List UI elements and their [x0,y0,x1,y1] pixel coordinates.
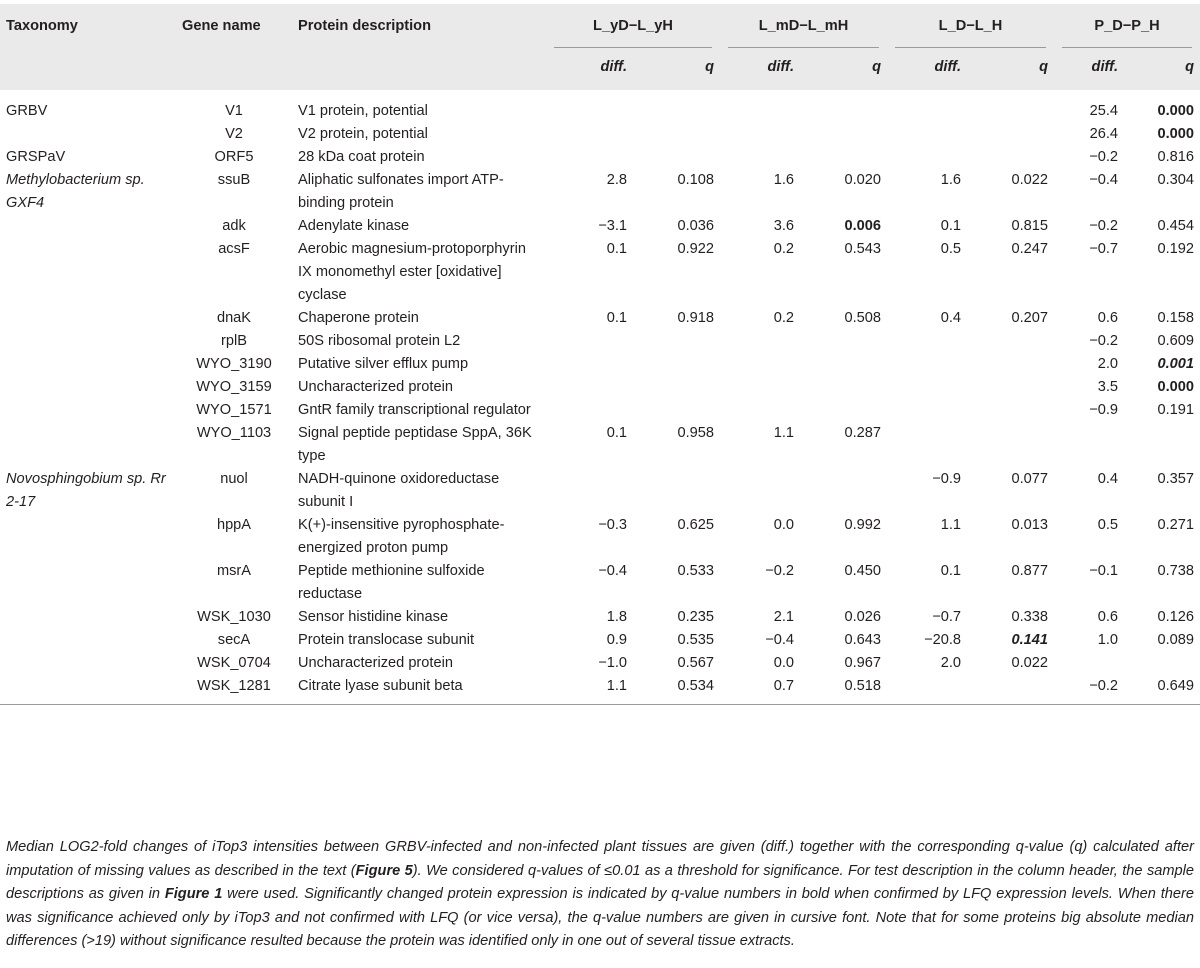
gene-cell: hppA [216,517,252,533]
protein-table [0,4,1200,705]
diff-value-cell: 25.4 [1089,103,1119,119]
q-value-cell [633,90,720,123]
description-cell: Uncharacterized protein [298,379,453,395]
diff-value-cell [720,123,800,146]
q-value-cell: 0.247 [1011,241,1049,257]
group-label: L_D−L_H [938,18,1003,34]
q-value-cell [800,123,887,146]
description-cell: Putative silver efflux pump [298,356,469,372]
group-header-2 [720,4,887,48]
q-value-cell: 0.816 [1157,149,1195,165]
q-value-cell: 0.738 [1157,563,1195,579]
gene-header: Gene name [182,18,261,34]
q-value-cell [633,123,720,146]
q-value-cell: 0.013 [1011,517,1049,533]
diff-value-cell: 2.0 [940,655,961,671]
diff-value-cell: 0.4 [940,310,961,326]
diff-value-cell [720,146,800,169]
diff-value-cell [887,123,967,146]
diff-value-cell [546,399,633,422]
q-value-cell [800,376,887,399]
q-value-cell: 0.141 [1011,632,1049,648]
q-value-cell: 0.567 [677,655,714,671]
diff-value-cell [546,376,633,399]
group-label: L_mD−L_mH [758,18,849,34]
diff-value-cell: 26.4 [1089,126,1119,142]
q-value-cell: 0.625 [677,517,714,533]
taxonomy-cell: Methylobacterium sp. GXF4 [6,172,145,211]
diff-value-cell: 0.5 [940,241,961,257]
description-cell: 50S ribosomal protein L2 [298,333,461,349]
description-cell: Aerobic magnesium-protoporphyrin IX monomethyl ester [oxidative] cyclase [298,241,526,303]
diff-value-cell [546,90,633,123]
q-value-cell: 0.958 [677,425,714,441]
q-value-cell [967,353,1054,376]
diff-header: diff. [1091,59,1119,75]
taxonomy-cell: Novosphingobium sp. Rr 2-17 [6,471,166,510]
diff-value-cell: −0.1 [1089,563,1119,579]
q-header: q [1039,59,1049,75]
q-header: q [872,59,881,75]
gene-cell: msrA [216,563,252,579]
taxonomy-cell [0,514,172,560]
q-value-cell [633,399,720,422]
diff-value-cell [887,330,967,353]
diff-value-cell [720,353,800,376]
table-row [0,123,1200,146]
table-row [0,215,1200,238]
diff-value-cell: 0.5 [1097,517,1119,533]
taxonomy-cell [0,123,172,146]
taxonomy-cell [0,215,172,238]
table-row [0,606,1200,629]
figure-1-ref: Figure 1 [164,886,223,902]
q-value-cell [633,376,720,399]
q-value-cell [967,330,1054,353]
table-row [0,238,1200,307]
description-cell: Aliphatic sulfonates import ATP-binding protein [298,172,504,211]
diff-value-cell: −0.2 [1089,333,1119,349]
q-value-cell: 0.534 [677,678,714,694]
gene-cell: dnaK [216,310,252,326]
q-header: q [1185,59,1195,75]
q-value-cell: 0.304 [1157,172,1195,188]
diff-value-cell: 0.2 [773,241,794,257]
q-value-cell [800,399,887,422]
taxonomy-cell [0,376,172,399]
q-value-cell [967,675,1054,705]
diff-value-cell [720,399,800,422]
figure-5-ref: Figure 5 [355,862,413,879]
taxonomy-cell [0,606,172,629]
description-cell: Adenylate kinase [298,218,410,234]
taxonomy-cell [0,238,172,307]
q-value-cell: 0.454 [1157,218,1195,234]
q-value-cell: 0.287 [844,425,881,441]
q-value-cell: 0.922 [677,241,714,257]
gene-cell: nuol [220,471,248,487]
blank-cell [296,48,546,90]
diff-value-cell: −0.2 [1089,149,1119,165]
blank-cell [172,48,296,90]
diff-value-cell [720,376,800,399]
diff-value-cell [720,90,800,123]
diff-value-cell: −0.9 [1089,402,1119,418]
q-value-cell: 0.158 [1157,310,1195,326]
gene-cell: WSK_1281 [197,678,271,694]
q-value-cell [967,399,1054,422]
table-row [0,629,1200,652]
description-cell: NADH-quinone oxidoreductase subunit I [298,471,500,510]
gene-cell: WYO_3190 [196,356,272,372]
q-value-cell [800,468,887,514]
gene-cell: WSK_1030 [197,609,271,625]
diff-value-cell [887,675,967,705]
diff-value-cell [546,146,633,169]
gene-cell: WYO_1571 [196,402,272,418]
table-row [0,376,1200,399]
q-value-cell [967,376,1054,399]
q-value-cell [633,146,720,169]
description-cell: Chaperone protein [298,310,419,326]
diff-value-cell: 3.6 [773,218,794,234]
q-value-cell: 0.126 [1157,609,1195,625]
diff-value-cell: −20.8 [924,632,961,648]
diff-value-cell: 0.1 [606,241,627,257]
description-cell: Sensor histidine kinase [298,609,449,625]
diff-value-cell: 2.8 [606,172,627,188]
q-value-cell [967,123,1054,146]
q-value-cell [967,146,1054,169]
q-value-cell: 0.533 [677,563,714,579]
diff-value-cell: 3.5 [1097,379,1119,395]
taxonomy-cell [0,422,172,468]
blank-cell [0,48,172,90]
q-value-cell [1124,422,1200,468]
diff-value-cell: 0.6 [1097,609,1119,625]
group-header-4 [1054,4,1200,48]
table-row [0,560,1200,606]
diff-value-cell: 0.1 [606,310,627,326]
taxonomy-cell [0,307,172,330]
diff-value-cell: 2.1 [773,609,794,625]
diff-value-cell: −0.4 [765,632,794,648]
gene-cell: ssuB [217,172,251,188]
q-value-cell [800,330,887,353]
diff-value-cell [546,330,633,353]
diff-value-cell: −0.2 [1089,218,1119,234]
diff-value-cell: 0.0 [773,655,794,671]
table-row [0,468,1200,514]
diff-value-cell: −1.0 [598,655,627,671]
q-value-cell [800,90,887,123]
protein-header: Protein description [298,18,431,34]
diff-value-cell [546,468,633,514]
q-value-cell: 0.022 [1011,172,1049,188]
gene-cell: WSK_0704 [197,655,271,671]
q-value-cell [967,422,1054,468]
diff-value-cell [546,123,633,146]
diff-value-cell: 1.6 [773,172,794,188]
diff-value-cell [546,353,633,376]
table-header [0,4,1200,90]
description-cell: Signal peptide peptidase SppA, 36K type [298,425,532,464]
gene-cell: rplB [221,333,247,349]
diff-value-cell: 1.6 [940,172,961,188]
gene-cell: secA [217,632,251,648]
description-cell: 28 kDa coat protein [298,149,425,165]
q-value-cell: 0.108 [677,172,714,188]
taxonomy-cell [0,675,172,705]
q-value-cell [800,146,887,169]
diff-value-cell [887,422,967,468]
table-row [0,307,1200,330]
q-value-cell: 0.192 [1157,241,1195,257]
q-value-cell [633,330,720,353]
taxonomy-cell [0,353,172,376]
diff-value-cell [887,90,967,123]
diff-header: diff. [600,59,627,75]
description-cell: Peptide methionine sulfoxide reductase [298,563,485,602]
gene-cell: WYO_1103 [196,425,272,441]
diff-value-cell: 0.9 [606,632,627,648]
q-value-cell: 0.000 [1157,126,1195,142]
diff-value-cell: −0.7 [932,609,961,625]
q-value-cell: 0.036 [677,218,714,234]
q-value-cell: 0.967 [844,655,881,671]
footnote-text: were used. Significantly changed protein expression is indicated by q-value numbers in bold when confirmed by LFQ expression levels. When there was significance achieved only by iTop3 and not confirmed with LFQ (or vice versa), the q-value numbers are given in cursive font. Note that for some proteins big absolute median differences (>19) without significance resulted because the protein was identified only in one out of several tissue extracts. [6,886,1195,949]
taxonomy-cell [0,560,172,606]
diff-value-cell [1054,652,1124,675]
description-cell: V2 protein, potential [298,126,428,142]
q-value-cell: 0.089 [1157,632,1195,648]
q-value-cell: 0.000 [1157,379,1195,395]
diff-value-cell: 0.1 [940,563,961,579]
gene-cell: V1 [225,103,243,119]
group-header-3 [887,4,1054,48]
q-value-cell [1124,652,1200,675]
taxonomy-cell: GRSPaV [6,149,66,165]
gene-cell: ORF5 [214,149,254,165]
q-value-cell: 0.000 [1157,103,1195,119]
group-label: P_D−P_H [1094,18,1160,34]
description-cell: Citrate lyase subunit beta [298,678,463,694]
diff-value-cell: 1.1 [606,678,627,694]
q-value-cell [800,353,887,376]
q-value-cell: 0.543 [844,241,881,257]
group-rule [728,47,879,48]
q-value-cell: 0.609 [1157,333,1195,349]
table-row [0,652,1200,675]
gene-cell: WYO_3159 [196,379,272,395]
q-value-cell: 0.992 [844,517,881,533]
diff-value-cell: 0.0 [773,517,794,533]
diff-header: diff. [934,59,961,75]
diff-header: diff. [767,59,794,75]
description-cell: Uncharacterized protein [298,655,453,671]
table-row [0,675,1200,705]
description-cell: K(+)-insensitive pyrophosphate-energized proton pump [298,517,505,556]
group-label: L_yD−L_yH [593,18,673,34]
q-value-cell: 0.235 [677,609,714,625]
diff-value-cell: 2.0 [1097,356,1119,372]
q-value-cell: 0.815 [1011,218,1049,234]
taxonomy-cell [0,330,172,353]
taxonomy-cell [0,652,172,675]
table-row [0,353,1200,376]
diff-value-cell [1054,422,1124,468]
q-value-cell: 0.877 [1011,563,1049,579]
description-cell: GntR family transcriptional regulator [298,402,531,418]
q-value-cell: 0.022 [1011,655,1049,671]
diff-value-cell: 0.1 [940,218,961,234]
q-value-cell: 0.207 [1011,310,1049,326]
diff-value-cell: 1.1 [940,517,961,533]
diff-value-cell: 0.2 [773,310,794,326]
diff-value-cell [720,330,800,353]
q-value-cell: 0.006 [844,218,881,234]
diff-value-cell: −0.4 [598,563,627,579]
diff-value-cell: −0.4 [1089,172,1119,188]
group-rule [554,47,712,48]
table-row [0,146,1200,169]
diff-value-cell [720,468,800,514]
q-header: q [705,59,714,75]
diff-value-cell: −0.3 [598,517,627,533]
group-rule [1062,47,1192,48]
table-row [0,399,1200,422]
taxonomy-cell [0,399,172,422]
diff-value-cell: 0.4 [1097,471,1119,487]
taxonomy-cell: GRBV [6,103,48,119]
q-value-cell: 0.020 [844,172,881,188]
diff-value-cell: 0.6 [1097,310,1119,326]
table-body [0,90,1200,705]
diff-value-cell [887,399,967,422]
q-value-cell: 0.271 [1157,517,1195,533]
description-cell: V1 protein, potential [298,103,428,119]
gene-cell: V2 [225,126,243,142]
diff-value-cell: 0.7 [773,678,794,694]
table-footnote [6,836,1194,954]
taxonomy-header: Taxonomy [6,18,78,34]
q-value-cell: 0.643 [844,632,881,648]
diff-value-cell: 1.0 [1097,632,1119,648]
gene-cell: adk [222,218,246,234]
diff-value-cell: −0.9 [932,471,961,487]
description-cell: Protein translocase subunit [298,632,475,648]
q-value-cell: 0.357 [1157,471,1195,487]
group-header-1 [546,4,720,48]
diff-value-cell: −3.1 [598,218,627,234]
q-value-cell: 0.077 [1011,471,1049,487]
diff-value-cell: 0.1 [606,425,627,441]
q-value-cell [967,90,1054,123]
q-value-cell [633,468,720,514]
q-value-cell: 0.535 [677,632,714,648]
q-value-cell: 0.508 [844,310,881,326]
table-row [0,514,1200,560]
taxonomy-cell [0,629,172,652]
q-value-cell: 0.918 [677,310,714,326]
q-value-cell: 0.001 [1157,356,1195,372]
q-value-cell: 0.450 [844,563,881,579]
diff-value-cell: 1.8 [606,609,627,625]
footnote-text: ). We considered q-values of ≤0.01 as a threshold for significance. For test description in the column header, the sample descriptions as given in [6,862,1195,902]
gene-cell: acsF [218,241,250,257]
q-value-cell: 0.649 [1157,678,1195,694]
table-row [0,90,1200,123]
diff-value-cell: −0.2 [765,563,794,579]
diff-value-cell [887,376,967,399]
q-value-cell: 0.338 [1011,609,1049,625]
table-row [0,422,1200,468]
q-value-cell: 0.518 [844,678,881,694]
table-row [0,169,1200,215]
footnote-text: Median LOG2-fold changes of iTop3 intensities between GRBV-infected and non-infected plant tissues are given (diff.) together with the corresponding q-value (q) calculated after imputation of missing values as described in the text ( [6,839,1194,879]
diff-value-cell: 1.1 [773,425,794,441]
table-row [0,330,1200,353]
diff-value-cell [887,146,967,169]
diff-value-cell [887,353,967,376]
diff-value-cell: −0.7 [1089,241,1119,257]
group-rule [895,47,1046,48]
q-value-cell: 0.026 [844,609,881,625]
q-value-cell: 0.191 [1157,402,1195,418]
q-value-cell [633,353,720,376]
diff-value-cell: −0.2 [1089,678,1119,694]
